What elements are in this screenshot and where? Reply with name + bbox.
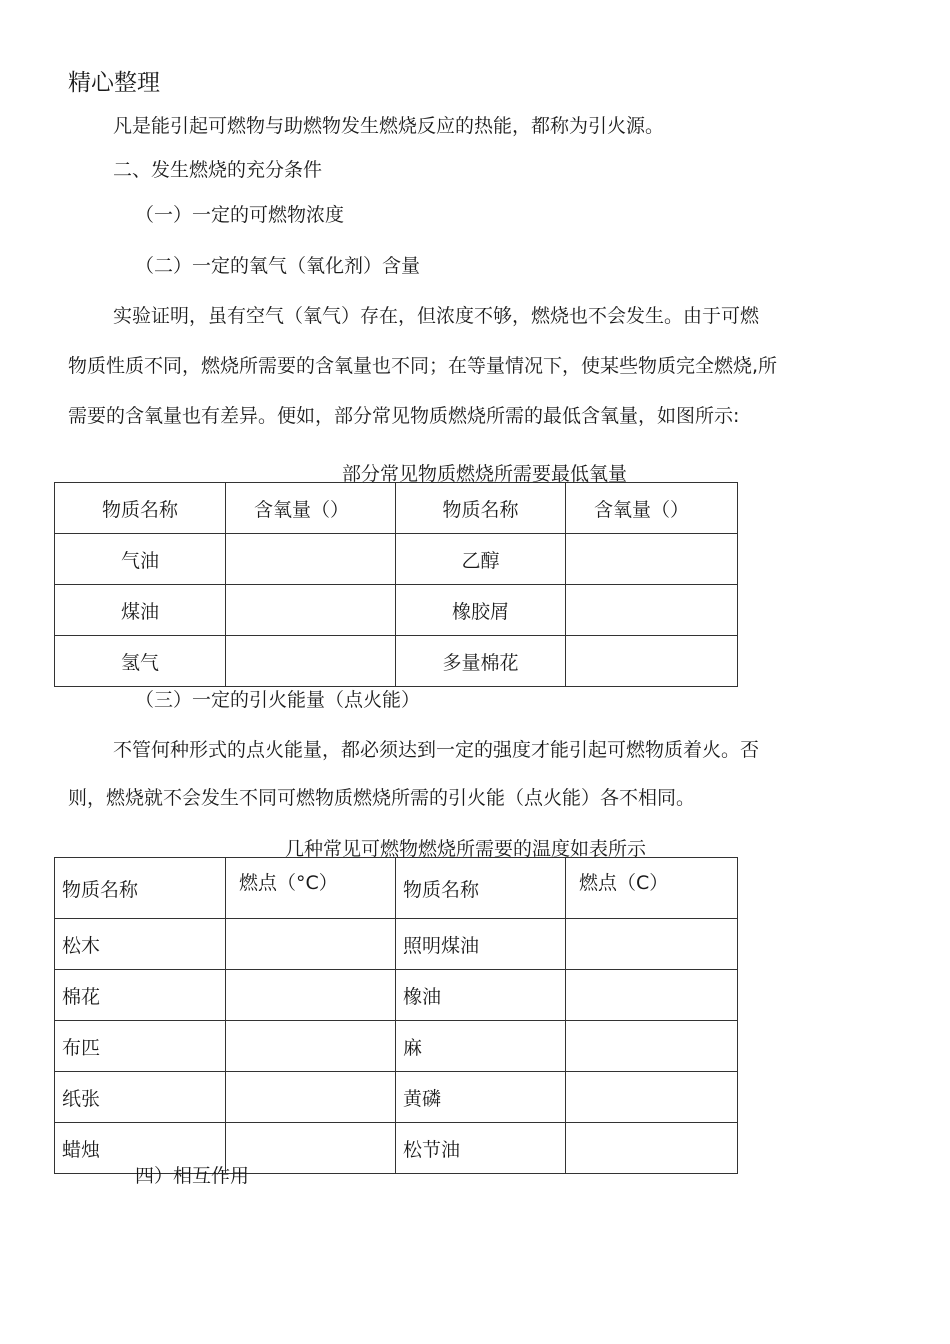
table-row xyxy=(55,919,738,970)
table-row xyxy=(55,534,738,585)
table-cell xyxy=(226,919,396,970)
table-cell xyxy=(566,636,738,687)
table-row xyxy=(55,1021,738,1072)
paragraph-ignition-line-1: 不管何种形式的点火能量，都必须达到一定的强度才能引起可燃物质着火。否 xyxy=(113,739,760,761)
paragraph-oxygen-line-1: 实验证明，虽有空气（氧气）存在，但浓度不够，燃烧也不会发生。由于可燃 xyxy=(113,305,760,327)
table-cell: 松木 xyxy=(55,919,226,970)
table-header-row xyxy=(55,858,738,919)
header-substance-name: 物质名称 xyxy=(396,858,566,919)
table-cell xyxy=(226,1123,396,1174)
table-cell: 气油 xyxy=(55,534,226,585)
table-row xyxy=(55,970,738,1021)
table-cell xyxy=(226,636,396,687)
header-ignition-point: 燃点（°C） xyxy=(226,858,396,919)
table-cell xyxy=(566,1123,738,1174)
table-cell: 橡胶屑 xyxy=(396,585,566,636)
table-cell: 布匹 xyxy=(55,1021,226,1072)
section-title-conditions: 二、发生燃烧的充分条件 xyxy=(113,159,323,181)
table-cell xyxy=(566,919,738,970)
table1-caption: 部分常见物质燃烧所需要最低氧量 xyxy=(342,463,628,485)
table-cell xyxy=(226,970,396,1021)
table-cell: 蜡烛 xyxy=(55,1123,226,1174)
table-cell xyxy=(566,970,738,1021)
header-substance-name: 物质名称 xyxy=(55,483,226,534)
table-cell xyxy=(226,1072,396,1123)
table-cell: 乙醇 xyxy=(396,534,566,585)
table-cell: 氢气 xyxy=(55,636,226,687)
min-oxygen-table xyxy=(54,482,738,687)
ignition-point-table xyxy=(54,857,738,1174)
table-cell: 纸张 xyxy=(55,1072,226,1123)
header-oxygen-content: 含氧量（） xyxy=(226,483,396,534)
paragraph-oxygen-line-2: 物质性质不同，燃烧所需要的含氧量也不同；在等量情况下，使某些物质完全燃烧,所 xyxy=(68,355,778,377)
subsection-title-oxygen-content: （二）一定的氧气（氧化剂）含量 xyxy=(135,255,421,277)
document-heading: 精心整理 xyxy=(68,70,160,96)
table-cell xyxy=(226,1021,396,1072)
header-ignition-point: 燃点（C） xyxy=(566,858,738,919)
table-cell: 麻 xyxy=(396,1021,566,1072)
table-cell: 橡油 xyxy=(396,970,566,1021)
table-header-row xyxy=(55,483,738,534)
header-oxygen-content: 含氧量（） xyxy=(566,483,738,534)
table-cell: 多量棉花 xyxy=(396,636,566,687)
table-row xyxy=(55,636,738,687)
table-cell xyxy=(566,534,738,585)
table-cell xyxy=(226,585,396,636)
paragraph-ignition-source: 凡是能引起可燃物与助燃物发生燃烧反应的热能，都称为引火源。 xyxy=(113,115,665,137)
table-cell xyxy=(566,585,738,636)
paragraph-ignition-line-2: 则，燃烧就不会发生不同可燃物质燃烧所需的引火能（点火能）各不相同。 xyxy=(68,787,696,809)
table2-caption: 几种常见可燃物燃烧所需要的温度如表所示 xyxy=(285,838,647,860)
table-row xyxy=(55,1072,738,1123)
table-cell xyxy=(566,1021,738,1072)
table-cell: 煤油 xyxy=(55,585,226,636)
subsection-title-ignition-energy: （三）一定的引火能量（点火能） xyxy=(135,689,421,711)
subsection-title-fuel-concentration: （一）一定的可燃物浓度 xyxy=(135,204,345,226)
table-cell: 棉花 xyxy=(55,970,226,1021)
paragraph-oxygen-line-3: 需要的含氧量也有差异。便如，部分常见物质燃烧所需的最低含氧量，如图所示: xyxy=(68,405,740,427)
table-cell xyxy=(226,534,396,585)
header-substance-name: 物质名称 xyxy=(396,483,566,534)
table-row xyxy=(55,585,738,636)
table-cell: 松节油 xyxy=(396,1123,566,1174)
table-cell: 黄磷 xyxy=(396,1072,566,1123)
table-cell xyxy=(566,1072,738,1123)
header-substance-name: 物质名称 xyxy=(55,858,226,919)
subsection-title-interaction: 四）相互作用 xyxy=(135,1165,250,1187)
table-cell: 照明煤油 xyxy=(396,919,566,970)
